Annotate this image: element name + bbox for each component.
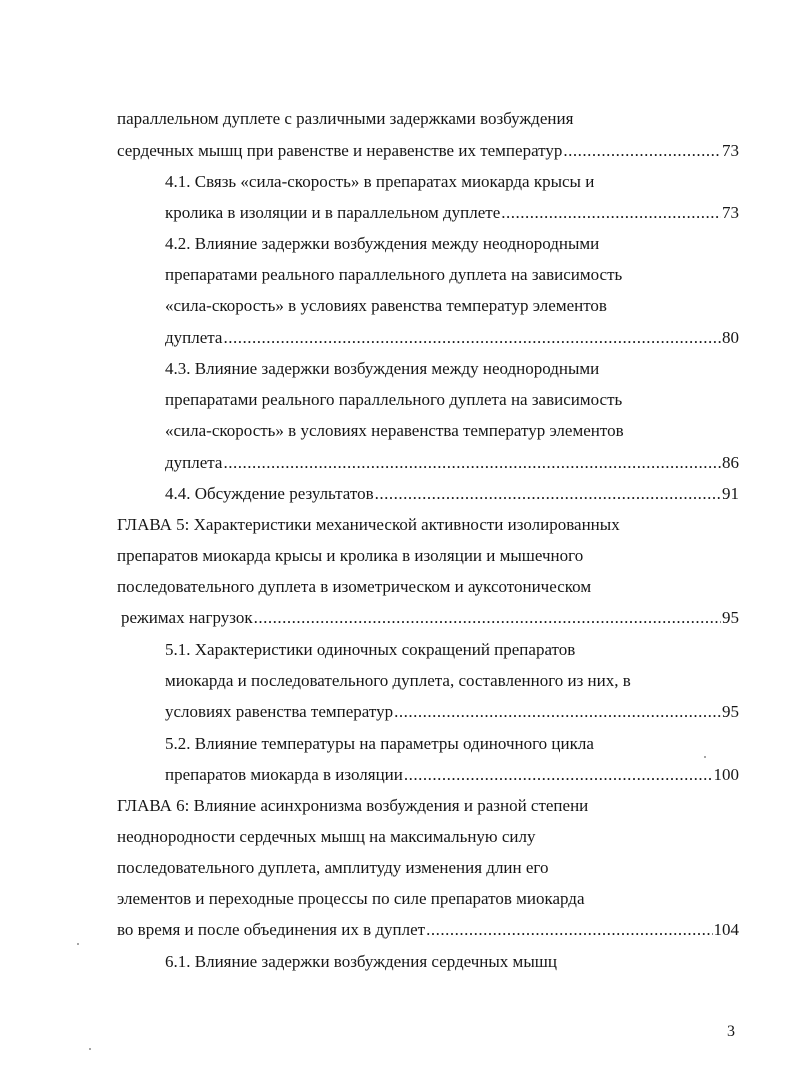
dot-leader — [563, 141, 721, 161]
toc-chapter-line: элементов и переходные процессы по силе препаратов миокарда — [117, 889, 585, 908]
scan-speck — [89, 1048, 91, 1050]
toc-chapter-line: ГЛАВА 6: Влияние асинхронизма возбуждения и разной степени — [117, 796, 589, 815]
scan-speck — [77, 943, 79, 945]
toc-entry-page: 104 — [713, 920, 739, 939]
dot-leader — [223, 453, 721, 473]
toc-entry-page: 95 — [722, 702, 739, 721]
toc-entry-title: во время и после объединения их в дуплет — [117, 920, 426, 939]
page-number: 3 — [727, 1023, 735, 1040]
toc-entry — [165, 453, 739, 473]
toc-entry — [165, 484, 739, 504]
toc-entry-title: режимах нагрузок — [121, 608, 253, 627]
toc-line: параллельном дуплете с различными задержками возбуждения — [117, 109, 574, 128]
toc-entry — [165, 765, 739, 785]
toc-chapter-line: неоднородности сердечных мышц на максимальную силу — [117, 827, 536, 846]
toc-line: 4.3. Влияние задержки возбуждения между неоднородными — [165, 359, 600, 378]
toc-entry — [165, 328, 739, 348]
toc-line: «сила-скорость» в условиях равенства температур элементов — [165, 296, 607, 315]
scan-speck — [704, 756, 706, 758]
toc-entry — [121, 608, 739, 628]
toc-entry-title: дуплета — [165, 453, 223, 472]
toc-entry-title: кролика в изоляции и в параллельном дуплете — [165, 203, 501, 222]
toc-chapter-line: последовательного дуплета в изометрическом и ауксотоническом — [117, 577, 592, 596]
toc-chapter-line: последовательного дуплета, амплитуду изменения длин его — [117, 858, 549, 877]
dot-leader — [394, 702, 721, 722]
dot-leader — [223, 328, 721, 348]
toc-chapter-line: препаратов миокарда крысы и кролика в изоляции и мышечного — [117, 546, 584, 565]
toc-line: препаратами реального параллельного дуплета на зависимость — [165, 265, 623, 284]
toc-entry — [117, 920, 739, 940]
toc-entry-page: 86 — [722, 453, 739, 472]
toc-entry-page: 100 — [713, 765, 739, 784]
toc-entry-title: условиях равенства температур — [165, 702, 394, 721]
toc-line: 5.2. Влияние температуры на параметры одиночного цикла — [165, 734, 594, 753]
toc-entry-title: препаратов миокарда в изоляции — [165, 765, 403, 784]
dot-leader — [426, 920, 712, 940]
toc-line: 4.2. Влияние задержки возбуждения между неоднородными — [165, 234, 600, 253]
toc-entry — [165, 203, 739, 223]
toc-entry-title: сердечных мышц при равенстве и неравенстве их температур — [117, 141, 563, 160]
dot-leader — [404, 765, 713, 785]
dot-leader — [375, 484, 721, 504]
toc-entry-page: 80 — [722, 328, 739, 347]
toc-line: 5.1. Характеристики одиночных сокращений препаратов — [165, 640, 576, 659]
dot-leader — [254, 608, 721, 628]
toc-entry-page: 73 — [722, 203, 739, 222]
toc-line: 4.1. Связь «сила-скорость» в препаратах миокарда крысы и — [165, 172, 595, 191]
toc-entry-title: дуплета — [165, 328, 223, 347]
toc-entry-page: 73 — [722, 141, 739, 160]
toc-line: «сила-скорость» в условиях неравенства температур элементов — [165, 421, 624, 440]
toc-chapter-line: ГЛАВА 5: Характеристики механической активности изолированных — [117, 515, 620, 534]
toc-line: 6.1. Влияние задержки возбуждения сердечных мышц — [165, 952, 557, 971]
toc-entry-title: 4.4. Обсуждение результатов — [165, 484, 374, 503]
toc-entry — [165, 702, 739, 722]
dot-leader — [501, 203, 721, 223]
toc-line: препаратами реального параллельного дуплета на зависимость — [165, 390, 623, 409]
toc-entry — [117, 141, 739, 161]
toc-entry-page: 91 — [722, 484, 739, 503]
toc-line: миокарда и последовательного дуплета, составленного из них, в — [165, 671, 631, 690]
toc-entry-page: 95 — [722, 608, 739, 627]
